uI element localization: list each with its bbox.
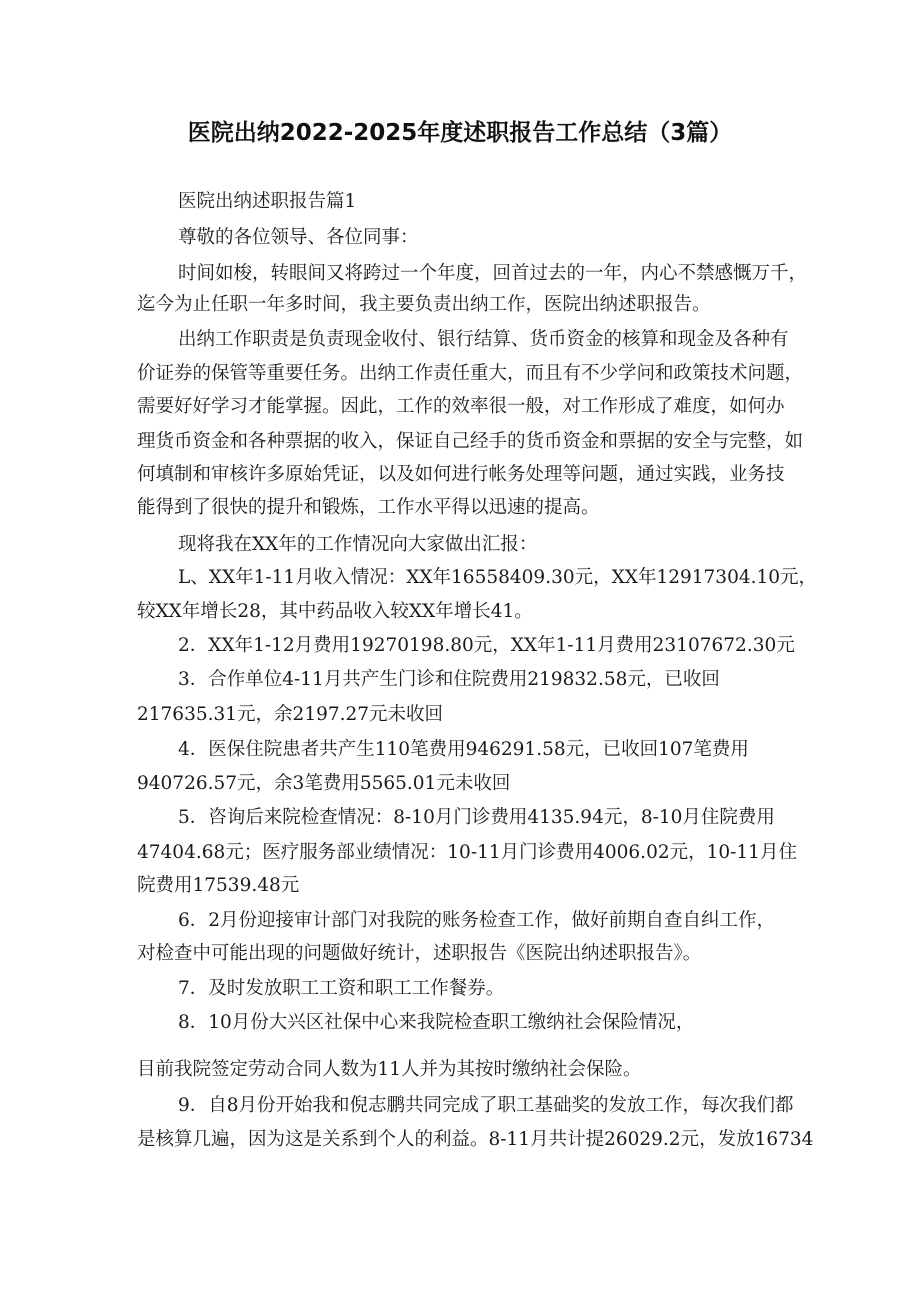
list-item-line: 5．咨询后来院检查情况：8-10月门诊费用4135.94元，8-10月住院费用 (178, 807, 775, 828)
paragraph-line: 现将我在XX年的工作情况向大家做出汇报： (178, 534, 538, 555)
paragraph-line: 需要好好学习才能掌握。因此，工作的效率很一般，对工作形成了难度，如何办 (137, 396, 785, 417)
paragraph-line: 迄今为止任职一年多时间，我主要负责出纳工作，医院出纳述职报告。 (137, 294, 711, 315)
list-item-line: 47404.68元；医疗服务部业绩情况：10-11月门诊费用4006.02元，10-11月住 (137, 842, 797, 863)
list-item-line: 4．医保住院患者共产生110笔费用946291.58元，已收回107笔费用 (178, 739, 749, 760)
list-item-line: 940726.57元，余3笔费用5565.01元未收回 (137, 773, 511, 794)
list-item-line: 是核算几遍，因为这是关系到个人的利益。8-11月共计提26029.2元，发放16734 (137, 1129, 814, 1150)
list-item-line: 6．2月份迎接审计部门对我院的账务检查工作，做好前期自查自纠工作， (178, 910, 776, 931)
list-item-line: 目前我院签定劳动合同人数为11人并为其按时缴纳社会保险。 (137, 1059, 642, 1080)
list-item-line: 院费用17539.48元 (137, 875, 300, 896)
list-item-line: 对检查中可能出现的问题做好统计，述职报告《医院出纳述职报告》。 (137, 943, 702, 964)
paragraph-line: 理货币资金和各种票据的收入，保证自己经手的货币资金和票据的安全与完整，如 (137, 431, 804, 452)
list-item-line: 7．及时发放职工工资和职工工作餐券。 (178, 978, 505, 999)
document-title: 医院出纳2022-2025年度述职报告工作总结（3篇） (187, 120, 733, 146)
list-item-line: L、XX年1-11月收入情况：XX年16558409.30元，XX年12917304.10元， (178, 567, 818, 588)
list-item-line: 9．自8月份开始我和倪志鹏共同完成了职工基础奖的发放工作，每次我们都 (178, 1095, 794, 1116)
list-item-line: 217635.31元，余2197.27元未收回 (137, 704, 444, 725)
list-item-line: 较XX年增长28，其中药品收入较XX年增长41。 (137, 601, 533, 622)
list-item-line: 2．XX年1-12月费用19270198.80元，XX年1-11月费用23107672.30元 (178, 635, 795, 656)
paragraph-line: 时间如梭，转眼间又将跨过一个年度，回首过去的一年，内心不禁感慨万千， (178, 263, 808, 284)
paragraph-line: 出纳工作职责是负责现金收付、银行结算、货币资金的核算和现金及各种有 (178, 329, 789, 350)
section-heading: 医院出纳述职报告篇1 (178, 191, 357, 212)
paragraph-line: 能得到了很快的提升和锻炼，工作水平得以迅速的提高。 (137, 497, 600, 518)
paragraph-line: 何填制和审核许多原始凭证，以及如何进行帐务处理等问题，通过实践，业务技 (137, 464, 785, 485)
salutation: 尊敬的各位领导、各位同事： (178, 227, 419, 248)
list-item-line: 8．10月份大兴区社保中心来我院检查职工缴纳社会保险情况， (178, 1012, 695, 1033)
paragraph-line: 价证券的保管等重要任务。出纳工作责任重大，而且有不少学问和政策技术问题， (137, 363, 804, 384)
list-item-line: 3．合作单位4-11月共产生门诊和住院费用219832.58元，已收回 (178, 669, 720, 690)
